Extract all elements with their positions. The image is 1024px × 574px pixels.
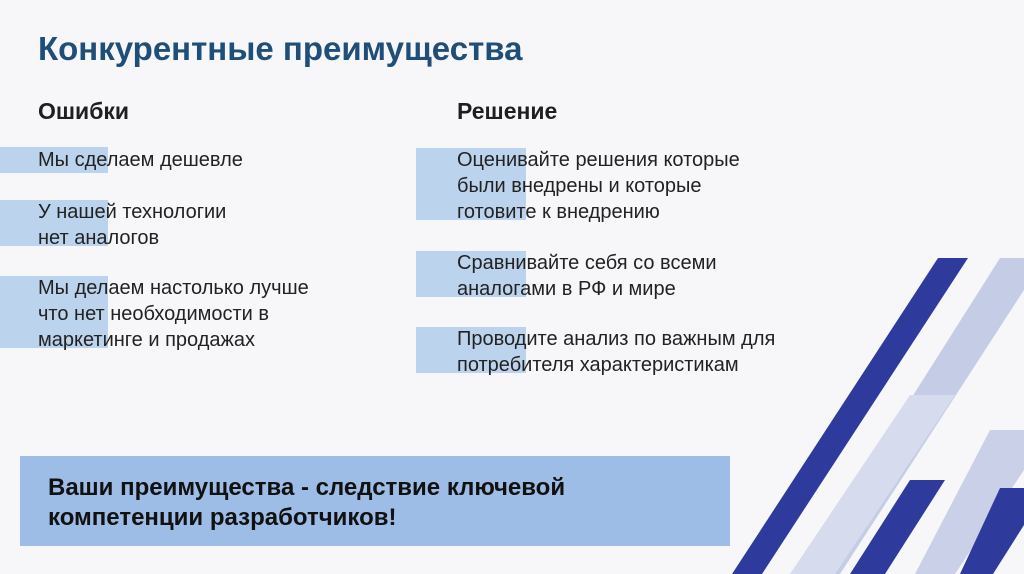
mistake-item: Мы делаем настолько лучше что нет необходимости в маркетинге и продажах (38, 277, 309, 351)
conclusion-text: Ваши преимущества - следствие ключевой компетенции разработчиков! (48, 474, 566, 531)
conclusion-banner (20, 456, 730, 546)
mistake-item: Мы сделаем дешевле (38, 149, 243, 171)
solution-item: Сравнивайте себя со всеми аналогами в РФ и мире (457, 252, 717, 300)
mistake-item: У нашей технологии нет аналогов (38, 201, 227, 249)
slide-title: Конкурентные преимущества (38, 30, 523, 67)
solution-heading: Решение (457, 98, 558, 124)
solution-item: Проводите анализ по важным для потребителя характеристикам (457, 328, 776, 376)
mistakes-heading: Ошибки (38, 98, 130, 124)
solution-item: Оценивайте решения которые были внедрены и которые готовите к внедрению (457, 149, 740, 223)
